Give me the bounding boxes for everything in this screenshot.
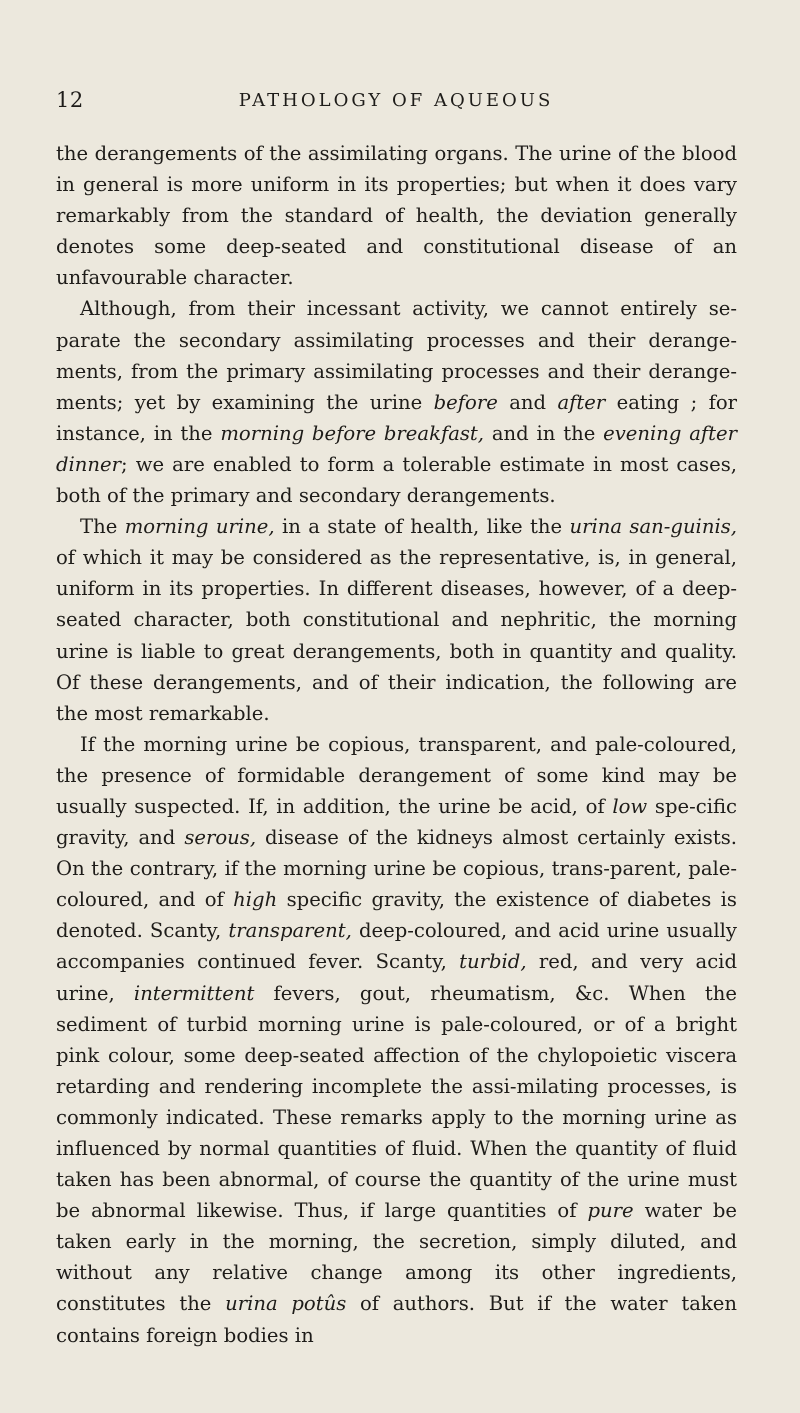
italic-text: urina san-guinis, bbox=[569, 515, 737, 539]
text-run: fevers, gout, rheumatism, &c. When the sediment of turbid morning urine is pale-coloured, or of a bright pink colour, some deep-seated affection of the chylopoietic viscera retarding and rendering incomplete the assi-milating processes, is commonly indicated. These remarks apply to the morning urine as influenced by normal quantities of fluid. When the quantity of fluid taken has been abnormal, of course the quantity of the urine must be abnormal likewise. Thus, if large quantities of bbox=[56, 981, 737, 1223]
text-run: eating ; for instance, in the bbox=[56, 390, 738, 445]
body-text bbox=[56, 138, 737, 1351]
italic-text: after bbox=[557, 390, 606, 414]
paragraph bbox=[56, 511, 737, 729]
paragraph bbox=[56, 138, 737, 293]
text-run: disease of the kidneys almost certainly exists. On the contrary, if the morning urine be copious, trans-parent, pale-coloured, and of bbox=[56, 826, 738, 912]
text-run: If the morning urine be copious, transparent, and pale-coloured, the presence of formidable derangement of some kind may be usually suspected. If, in addition, the urine be acid, of bbox=[56, 732, 737, 818]
italic-text: turbid, bbox=[459, 950, 527, 974]
text-run: specific gravity, the existence of diabetes is denoted. Scanty, bbox=[56, 888, 737, 943]
text-run: The bbox=[80, 515, 125, 539]
text-run: in a state of health, like the bbox=[274, 515, 570, 539]
text-run: Although, from their incessant activity, we cannot entirely se-parate the secondary assimilating processes and their derange-ments, from the primary assimilating processes and their derange-ments; yet by examining the urine bbox=[56, 297, 737, 414]
italic-text: serous, bbox=[184, 826, 257, 850]
italic-text: urina potûs bbox=[225, 1292, 347, 1316]
page-header bbox=[56, 88, 736, 118]
text-run: of which it may be considered as the representative, is, in general, uniform in its properties. In different diseases, however, of a deep-seated character, both constitutional and nephritic, the morning urine is liable to great derangements, both in quantity and quality. Of these derangements, and of their indication, the following are the most remarkable. bbox=[56, 546, 737, 725]
text-run: ; we are enabled to form a tolerable estimate in most cases, both of the primary and secondary derangements. bbox=[56, 452, 737, 508]
text-run: and in the bbox=[484, 421, 604, 445]
text-run: water be taken early in the morning, the secretion, simply diluted, and without any relative change among its other ingredients, constitutes the bbox=[56, 1199, 737, 1316]
italic-text: evening after dinner bbox=[56, 421, 737, 476]
text-run: of authors. But if the water taken contains foreign bodies in bbox=[56, 1292, 737, 1347]
italic-text: morning urine, bbox=[124, 515, 275, 539]
italic-text: morning before breakfast, bbox=[220, 421, 485, 445]
running-head: PATHOLOGY OF AQUEOUS bbox=[238, 90, 554, 111]
page-number: 12 bbox=[56, 88, 84, 112]
text-run: red, and very acid urine, bbox=[56, 950, 737, 1005]
text-run: and bbox=[497, 390, 558, 414]
italic-text: transparent, bbox=[228, 919, 352, 943]
italic-text: intermittent bbox=[133, 981, 255, 1005]
paragraph bbox=[56, 293, 737, 511]
italic-text: pure bbox=[587, 1199, 634, 1223]
italic-text: low bbox=[612, 794, 648, 818]
italic-text: before bbox=[433, 390, 498, 414]
paragraph bbox=[56, 729, 737, 1351]
text-run: deep-coloured, and acid urine usually accompanies continued fever. Scanty, bbox=[56, 919, 737, 974]
text-run: spe-cific gravity, and bbox=[56, 794, 738, 850]
text-run: the derangements of the assimilating organs. The urine of the blood in general is more uniform in its properties; but when it does vary remarkably from the standard of health, the deviation generally denotes some deep-seated and constitutional disease of an unfavourable character. bbox=[56, 142, 737, 290]
italic-text: high bbox=[233, 888, 278, 912]
